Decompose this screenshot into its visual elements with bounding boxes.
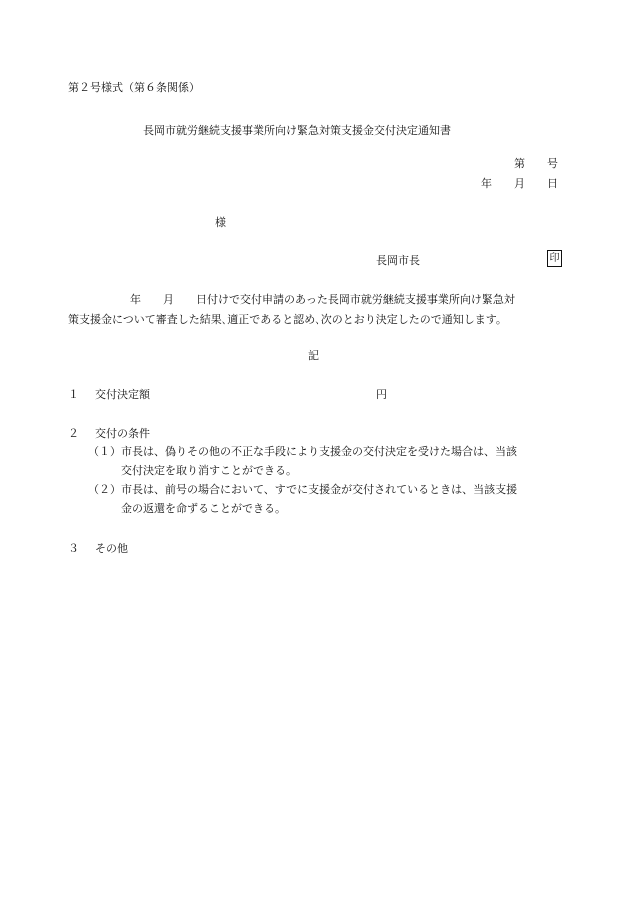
body-rest: 日付けで交付申請のあった長岡市就労継続支援事業所向け緊急対 <box>196 293 515 306</box>
document-date <box>481 178 558 189</box>
condition-1-line-1: 市長は、偽りその他の不正な手段により支援金の交付決定を受けた場合は、当該 <box>121 445 517 458</box>
document-number <box>514 158 558 169</box>
item-3-number: ３ <box>68 542 79 555</box>
item-1-unit: 円 <box>376 388 387 401</box>
date-day: 日 <box>547 177 558 190</box>
item-2-label: 交付の条件 <box>95 427 150 440</box>
addressee-honorific: 様 <box>215 216 226 229</box>
condition-2-line-2: 金の返還を命ずることができる。 <box>121 502 286 515</box>
item-2-number: ２ <box>68 427 79 440</box>
date-month: 月 <box>514 177 525 190</box>
body-line-2: 策支援金について審査した結果､適正であると認め､次のとおり決定したので通知します。 <box>68 313 507 326</box>
ki-heading: 記 <box>308 349 319 362</box>
body-line-1 <box>130 294 515 305</box>
item-1-number: １ <box>68 388 79 401</box>
item-3-label: その他 <box>95 542 128 555</box>
issuer-name: 長岡市長 <box>376 254 420 267</box>
number-suffix: 号 <box>547 157 558 170</box>
body-month: 月 <box>163 293 174 306</box>
form-label: 第２号様式（第６条関係） <box>68 81 200 94</box>
body-year: 年 <box>130 293 141 306</box>
document-title: 長岡市就労継続支援事業所向け緊急対策支援金交付決定通知書 <box>143 124 451 137</box>
date-year: 年 <box>481 177 492 190</box>
condition-2-number: （２） <box>88 483 121 496</box>
condition-2-line-1: 市長は、前号の場合において、すでに支援金が交付されているときは、当該支援 <box>121 483 518 496</box>
condition-1-line-2: 交付決定を取り消すことができる。 <box>121 464 297 477</box>
seal-mark: 印 <box>547 250 562 267</box>
number-prefix: 第 <box>514 157 525 170</box>
condition-1-number: （１） <box>88 445 121 458</box>
item-1-label: 交付決定額 <box>95 388 150 401</box>
